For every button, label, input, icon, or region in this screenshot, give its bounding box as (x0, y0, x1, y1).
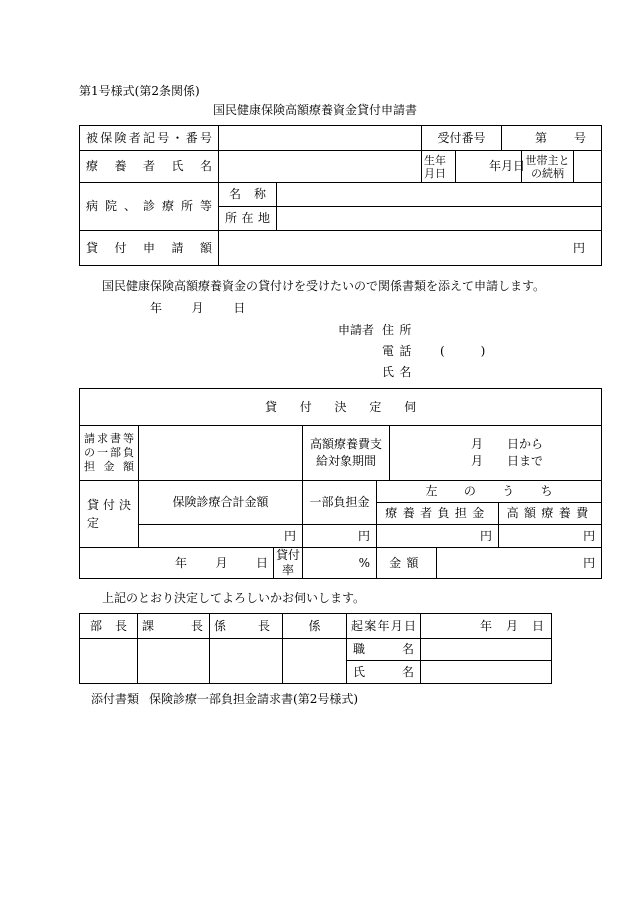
period-to: 月 日まで (471, 454, 544, 468)
decision-date-field[interactable] (80, 548, 274, 579)
partial-burden-field[interactable]: 円 (303, 525, 377, 548)
decision-year: 年 (175, 555, 188, 570)
name-field[interactable] (421, 661, 552, 684)
unit-chief-label: 係長 (210, 614, 283, 639)
dob-month: 月 (501, 159, 514, 173)
attachments (91, 690, 358, 707)
unit-chief-stamp[interactable] (210, 639, 283, 684)
loan-decision-label: 貸付決定 (80, 481, 139, 548)
decision-amount-label: 金額 (377, 548, 437, 579)
applicant-address-label: 住所 (382, 323, 417, 337)
patient-name-field[interactable] (219, 151, 422, 183)
period-from: 月 日から (471, 437, 544, 451)
loan-amount-field[interactable] (219, 231, 602, 266)
period-label: 高額療養費支給対象期間 (303, 426, 390, 481)
drafted-year: 年 (480, 618, 493, 633)
dept-head-label: 部長 (80, 614, 138, 639)
receipt-number-field[interactable] (502, 126, 602, 151)
relation-label: 世帯主との続柄 (522, 151, 574, 183)
application-date[interactable] (150, 299, 245, 316)
insured-number-label: 被保険者記号・番号 (80, 126, 219, 151)
applicant-label: 申請者 (338, 323, 375, 337)
hospital-name-label: 名称 (219, 183, 277, 207)
insured-number-field[interactable] (219, 126, 422, 151)
drafted-date-label: 起案年月日 (347, 614, 421, 639)
patient-name-label: 療養者氏名 (80, 151, 219, 183)
dob-day: 日 (513, 159, 526, 173)
date-year: 年 (150, 301, 163, 315)
dob-field[interactable] (456, 151, 526, 183)
dept-head-stamp[interactable] (80, 639, 138, 684)
dob-label: 生年月日 (422, 151, 456, 183)
insurance-total-field[interactable]: 円 (139, 525, 303, 548)
form-number: 第1号様式(第2条関係) (79, 84, 200, 98)
period-field[interactable] (390, 426, 602, 481)
decision-table (79, 388, 602, 579)
position-label: 職名 (347, 639, 421, 661)
approval-text: 上記のとおり決定してよろしいかお伺いします。 (102, 591, 366, 605)
drafted-day: 日 (531, 618, 544, 633)
partial-amount-label: 請求書等の一部負担金額 (80, 426, 139, 481)
section-chief-stamp[interactable] (138, 639, 210, 684)
hospital-name-field[interactable] (277, 183, 602, 207)
decision-month: 月 (215, 555, 228, 570)
hospital-label: 病院、診療所等 (80, 183, 219, 231)
loan-rate-field[interactable]: % (303, 548, 377, 579)
yen-unit: 円 (573, 240, 586, 255)
applicant-name-label: 氏名 (382, 365, 417, 379)
breakdown-label: 左のうち (377, 481, 602, 503)
relation-field[interactable] (574, 151, 602, 183)
approval-table (79, 613, 552, 684)
partial-amount-field[interactable] (139, 426, 303, 481)
date-day: 日 (233, 301, 246, 315)
patient-burden-label: 療養者負担金 (377, 503, 499, 525)
receipt-prefix: 第 (535, 130, 548, 145)
receipt-suffix: 号 (574, 130, 587, 145)
form-title: 国民健康保険高額療養資金貸付申請書 (212, 103, 417, 117)
partial-burden-label: 一部負担金 (303, 481, 377, 525)
dob-year: 年 (489, 159, 502, 173)
application-table (79, 125, 602, 266)
section-chief-label: 課長 (138, 614, 210, 639)
high-cost-field[interactable]: 円 (499, 525, 602, 548)
applicant-phone-label: 電話 (382, 344, 417, 358)
decision-amount-field[interactable]: 円 (437, 548, 602, 579)
decision-day: 日 (255, 555, 268, 570)
hospital-address-label: 所在地 (219, 207, 277, 231)
applicant-phone-paren: ( ) (440, 344, 486, 358)
name-label: 氏名 (347, 661, 421, 684)
high-cost-label: 高額療養費 (499, 503, 602, 525)
loan-rate-label: 貸付率 (274, 548, 303, 579)
position-field[interactable] (421, 639, 552, 661)
receipt-number-label: 受付番号 (422, 126, 502, 151)
date-month: 月 (191, 301, 204, 315)
staff-label: 係 (283, 614, 347, 639)
staff-stamp[interactable] (283, 639, 347, 684)
drafted-month: 月 (506, 618, 519, 633)
patient-burden-field[interactable]: 円 (377, 525, 499, 548)
attachments-value: 保険診療一部負担金請求書(第2号様式) (149, 692, 359, 706)
hospital-address-field[interactable] (277, 207, 602, 231)
insurance-total-label: 保険診療合計金額 (139, 481, 303, 525)
loan-amount-label: 貸付申請額 (80, 231, 219, 266)
attachments-label: 添付書類 (91, 692, 140, 706)
statement-text: 国民健康保険高額療養資金の貸付けを受けたいので関係書類を添えて申請します。 (102, 279, 546, 293)
drafted-date-field[interactable] (421, 614, 552, 639)
decision-header: 貸付決定伺 (80, 389, 602, 426)
